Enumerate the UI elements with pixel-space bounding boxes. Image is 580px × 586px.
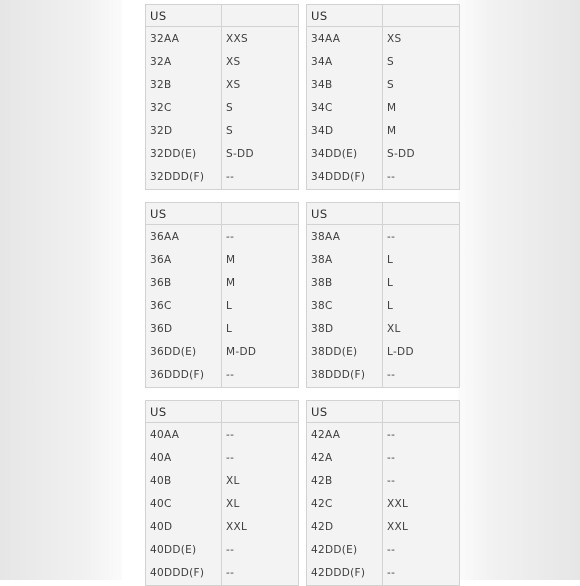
- letter-size-cell: S-DD: [226, 148, 254, 161]
- letter-size-cell: M: [387, 101, 397, 114]
- bra-size-cell: 38D: [307, 317, 383, 340]
- table-row: [307, 538, 460, 561]
- bra-size-cell: 36DDD(F): [146, 364, 222, 388]
- bra-size-cell: 32C: [146, 96, 222, 119]
- table-header-row: [307, 5, 460, 27]
- bra-size-cell: 40DD(E): [146, 538, 222, 561]
- header-size: [222, 5, 299, 27]
- bra-size-cell: 34DD(E): [307, 142, 383, 165]
- table-row: [307, 423, 460, 447]
- letter-size-cell: --: [387, 171, 396, 184]
- table-row: [146, 562, 299, 586]
- bra-size-cell: 36D: [146, 317, 222, 340]
- bra-size-cell: 38DD(E): [307, 340, 383, 363]
- letter-size-cell: --: [226, 451, 235, 464]
- size-table-5: [145, 400, 299, 586]
- table-row: [146, 50, 299, 73]
- table-row: [307, 317, 460, 340]
- bra-size-cell: 36DD(E): [146, 340, 222, 363]
- letter-size-cell: XL: [226, 474, 240, 487]
- bra-size-cell: 38A: [307, 248, 383, 271]
- table-row: [307, 248, 460, 271]
- table-header-row: [146, 203, 299, 225]
- letter-size-cell: XXL: [387, 520, 409, 533]
- letter-size-cell: S: [226, 101, 233, 114]
- bra-size-cell: 38AA: [307, 225, 383, 249]
- letter-size-cell: --: [387, 474, 396, 487]
- letter-size-cell: M: [226, 253, 236, 266]
- header-size: [222, 401, 299, 423]
- header-us: US: [146, 203, 222, 225]
- bra-size-cell: 34D: [307, 119, 383, 142]
- bra-size-cell: 32AA: [146, 27, 222, 51]
- letter-size-cell: XXS: [226, 32, 248, 45]
- table-row: [307, 50, 460, 73]
- table-row: [307, 515, 460, 538]
- table-row: [146, 340, 299, 363]
- table-row: [146, 515, 299, 538]
- header-size: [383, 203, 460, 225]
- table-row: [307, 271, 460, 294]
- bra-size-cell: 36A: [146, 248, 222, 271]
- left-backdrop: [0, 0, 122, 580]
- letter-size-cell: --: [226, 544, 235, 557]
- table-row: [146, 73, 299, 96]
- letter-size-cell: --: [226, 567, 235, 580]
- table-row: [307, 446, 460, 469]
- header-us: US: [307, 5, 383, 27]
- table-row: [307, 96, 460, 119]
- letter-size-cell: S: [226, 124, 233, 137]
- bra-size-cell: 34C: [307, 96, 383, 119]
- table-row: [307, 492, 460, 515]
- letter-size-cell: XL: [387, 322, 401, 335]
- letter-size-cell: XS: [387, 32, 402, 45]
- letter-size-cell: --: [387, 369, 396, 382]
- letter-size-cell: L: [226, 299, 233, 312]
- table-row: [307, 166, 460, 190]
- table-row: [307, 119, 460, 142]
- bra-size-cell: 34AA: [307, 27, 383, 51]
- letter-size-cell: XS: [226, 55, 241, 68]
- table-row: [146, 27, 299, 51]
- table-row: [146, 423, 299, 447]
- table-header-row: [146, 5, 299, 27]
- bra-size-cell: 40DDD(F): [146, 562, 222, 586]
- table-row: [146, 469, 299, 492]
- table-row: [146, 317, 299, 340]
- header-us: US: [146, 401, 222, 423]
- table-row: [146, 446, 299, 469]
- bra-size-cell: 34DDD(F): [307, 166, 383, 190]
- bra-size-cell: 42DD(E): [307, 538, 383, 561]
- letter-size-cell: XL: [226, 497, 240, 510]
- letter-size-cell: S: [387, 55, 394, 68]
- bra-size-cell: 42A: [307, 446, 383, 469]
- letter-size-cell: --: [387, 544, 396, 557]
- bra-size-cell: 42B: [307, 469, 383, 492]
- letter-size-cell: --: [226, 171, 235, 184]
- table-row: [146, 225, 299, 249]
- size-table-3: [145, 202, 299, 388]
- letter-size-cell: L: [387, 253, 394, 266]
- bra-size-cell: 32D: [146, 119, 222, 142]
- table-row: [146, 248, 299, 271]
- letter-size-cell: S: [387, 78, 394, 91]
- table-row: [146, 142, 299, 165]
- header-size: [222, 203, 299, 225]
- letter-size-cell: S-DD: [387, 148, 415, 161]
- table-row: [307, 469, 460, 492]
- bra-size-cell: 32DD(E): [146, 142, 222, 165]
- size-table-4: [306, 202, 460, 388]
- letter-size-cell: --: [226, 369, 235, 382]
- table-row: [146, 538, 299, 561]
- table-row: [307, 73, 460, 96]
- header-us: US: [307, 203, 383, 225]
- bra-size-cell: 34B: [307, 73, 383, 96]
- table-row: [146, 271, 299, 294]
- bra-size-cell: 40A: [146, 446, 222, 469]
- size-table-6: [306, 400, 460, 586]
- bra-size-cell: 32A: [146, 50, 222, 73]
- letter-size-cell: L: [387, 299, 394, 312]
- letter-size-cell: --: [387, 230, 396, 243]
- letter-size-cell: M: [226, 276, 236, 289]
- table-header-row: [307, 401, 460, 423]
- letter-size-cell: L: [226, 322, 233, 335]
- table-row: [146, 119, 299, 142]
- bra-size-cell: 36C: [146, 294, 222, 317]
- letter-size-cell: L-DD: [387, 346, 414, 359]
- bra-size-cell: 36AA: [146, 225, 222, 249]
- letter-size-cell: L: [387, 276, 394, 289]
- letter-size-cell: --: [387, 428, 396, 441]
- bra-size-cell: 42AA: [307, 423, 383, 447]
- bra-size-cell: 32DDD(F): [146, 166, 222, 190]
- table-row: [146, 492, 299, 515]
- table-row: [307, 225, 460, 249]
- letter-size-cell: XXL: [387, 497, 409, 510]
- size-table-2: [306, 4, 460, 190]
- bra-size-cell: 40D: [146, 515, 222, 538]
- table-row: [146, 364, 299, 388]
- bra-size-cell: 42C: [307, 492, 383, 515]
- bra-size-cell: 38B: [307, 271, 383, 294]
- table-row: [307, 294, 460, 317]
- letter-size-cell: --: [387, 567, 396, 580]
- table-row: [146, 166, 299, 190]
- header-us: US: [146, 5, 222, 27]
- bra-size-cell: 42D: [307, 515, 383, 538]
- table-row: [307, 340, 460, 363]
- header-size: [383, 401, 460, 423]
- bra-size-cell: 34A: [307, 50, 383, 73]
- size-table-1: [145, 4, 299, 190]
- header-us: US: [307, 401, 383, 423]
- letter-size-cell: XS: [226, 78, 241, 91]
- right-backdrop: [458, 0, 580, 580]
- table-row: [307, 27, 460, 51]
- table-row: [146, 294, 299, 317]
- bra-size-cell: 38C: [307, 294, 383, 317]
- letter-size-cell: M: [387, 124, 397, 137]
- letter-size-cell: --: [226, 428, 235, 441]
- bra-size-cell: 40B: [146, 469, 222, 492]
- table-row: [146, 96, 299, 119]
- letter-size-cell: M-DD: [226, 346, 257, 359]
- table-row: [307, 142, 460, 165]
- bra-size-cell: 38DDD(F): [307, 364, 383, 388]
- table-row: [307, 562, 460, 586]
- bra-size-cell: 40C: [146, 492, 222, 515]
- bra-size-cell: 42DDD(F): [307, 562, 383, 586]
- bra-size-cell: 36B: [146, 271, 222, 294]
- table-header-row: [307, 203, 460, 225]
- table-header-row: [146, 401, 299, 423]
- table-row: [307, 364, 460, 388]
- header-size: [383, 5, 460, 27]
- letter-size-cell: XXL: [226, 520, 248, 533]
- bra-size-cell: 40AA: [146, 423, 222, 447]
- letter-size-cell: --: [387, 451, 396, 464]
- letter-size-cell: --: [226, 230, 235, 243]
- bra-size-cell: 32B: [146, 73, 222, 96]
